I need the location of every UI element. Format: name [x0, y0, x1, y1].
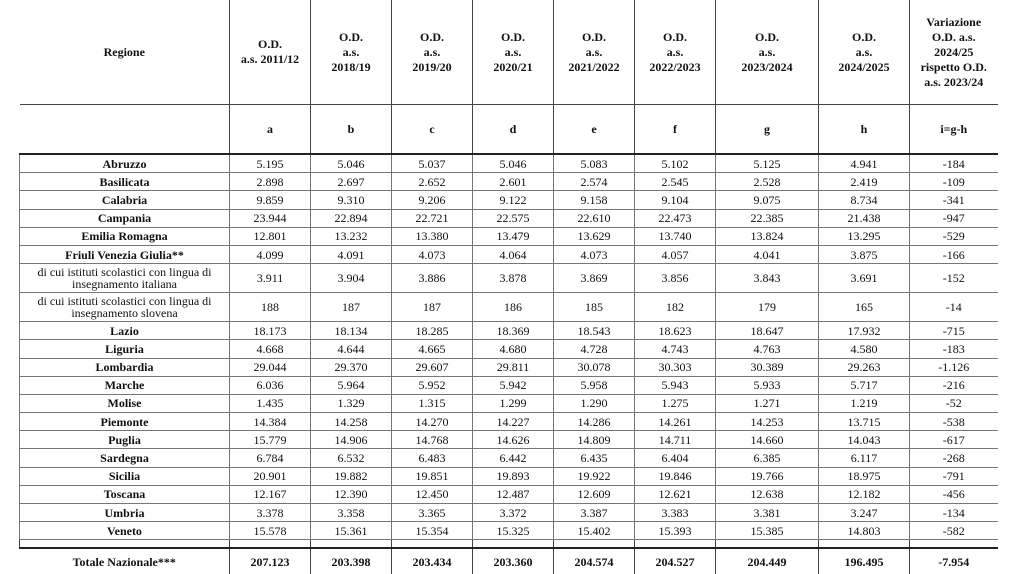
total-value: -7.954 [910, 548, 998, 574]
region-name: Piemonte [20, 413, 230, 431]
header-row [20, 0, 998, 105]
table-row [20, 209, 998, 227]
value-cell: 6.435 [554, 449, 635, 467]
value-cell: 5.046 [473, 154, 554, 173]
value-cell: 3.911 [230, 264, 311, 293]
separator-cell [910, 540, 998, 549]
value-cell: 15.578 [230, 522, 311, 540]
value-cell: 3.875 [819, 245, 910, 263]
value-cell: 13.295 [819, 227, 910, 245]
table-row [20, 358, 998, 376]
value-cell: 6.036 [230, 376, 311, 394]
letter-cell: d [473, 105, 554, 155]
value-cell: 14.227 [473, 413, 554, 431]
value-cell: 18.647 [716, 322, 819, 340]
value-cell: 4.941 [819, 154, 910, 173]
separator-cell [311, 540, 392, 549]
letters-empty [20, 105, 230, 155]
value-cell: 22.385 [716, 209, 819, 227]
value-cell: 14.043 [819, 431, 910, 449]
table-row [20, 449, 998, 467]
total-value: 203.360 [473, 548, 554, 574]
value-cell: 12.182 [819, 485, 910, 503]
table-row [20, 504, 998, 522]
value-cell: 18.173 [230, 322, 311, 340]
value-cell: 4.073 [554, 245, 635, 263]
value-cell: -791 [910, 467, 998, 485]
value-cell: 20.901 [230, 467, 311, 485]
value-cell: 3.878 [473, 264, 554, 293]
value-cell: 9.075 [716, 191, 819, 209]
value-cell: 3.869 [554, 264, 635, 293]
total-label: Totale Nazionale*** [72, 554, 176, 569]
value-cell: 5.083 [554, 154, 635, 173]
value-cell: 1.315 [392, 394, 473, 412]
value-cell: 22.894 [311, 209, 392, 227]
value-cell: 3.381 [716, 504, 819, 522]
letter-cell: b [311, 105, 392, 155]
table-row [20, 467, 998, 485]
table-row [20, 340, 998, 358]
value-cell: 19.893 [473, 467, 554, 485]
header-col: O.D. a.s. 2024/2025 [819, 0, 910, 105]
value-cell: 5.102 [635, 154, 716, 173]
region-name: Calabria [20, 191, 230, 209]
value-cell: 19.846 [635, 467, 716, 485]
header-col-variazione: Variazione O.D. a.s. 2024/25 rispetto O.D. a.s. 2023/24 [910, 0, 998, 105]
value-cell: 19.922 [554, 467, 635, 485]
value-cell: 13.380 [392, 227, 473, 245]
value-cell: 22.610 [554, 209, 635, 227]
value-cell: 3.691 [819, 264, 910, 293]
value-cell: 1.329 [311, 394, 392, 412]
region-name: Liguria [20, 340, 230, 358]
value-cell: 12.609 [554, 485, 635, 503]
value-cell: 2.898 [230, 173, 311, 191]
region-name: Friuli Venezia Giulia** [20, 245, 230, 263]
value-cell: 3.358 [311, 504, 392, 522]
value-cell: 12.450 [392, 485, 473, 503]
value-cell: 14.384 [230, 413, 311, 431]
value-cell: 29.370 [311, 358, 392, 376]
region-name: Campania [20, 209, 230, 227]
value-cell: 3.843 [716, 264, 819, 293]
header-col: O.D. a.s. 2018/19 [311, 0, 392, 105]
value-cell: 4.580 [819, 340, 910, 358]
value-cell: 13.824 [716, 227, 819, 245]
table-row [20, 154, 998, 173]
value-cell: 5.125 [716, 154, 819, 173]
total-value: 203.434 [392, 548, 473, 574]
value-cell: 13.479 [473, 227, 554, 245]
value-cell: -183 [910, 340, 998, 358]
value-cell: 18.975 [819, 467, 910, 485]
value-cell: 5.046 [311, 154, 392, 173]
header-regione: Regione [20, 0, 230, 105]
letter-cell: e [554, 105, 635, 155]
value-cell: 14.809 [554, 431, 635, 449]
table-row [20, 431, 998, 449]
total-value: 207.123 [230, 548, 311, 574]
value-cell: -582 [910, 522, 998, 540]
value-cell: 18.623 [635, 322, 716, 340]
value-cell: 29.811 [473, 358, 554, 376]
value-cell: 4.064 [473, 245, 554, 263]
value-cell: 4.668 [230, 340, 311, 358]
value-cell: 3.365 [392, 504, 473, 522]
value-cell: 12.390 [311, 485, 392, 503]
value-cell: 2.697 [311, 173, 392, 191]
letter-cell: c [392, 105, 473, 155]
header-col: O.D. a.s. 2022/2023 [635, 0, 716, 105]
value-cell: 186 [473, 293, 554, 322]
separator-cell [554, 540, 635, 549]
total-value: 204.574 [554, 548, 635, 574]
value-cell: 9.206 [392, 191, 473, 209]
region-name: di cui istituti scolastici con lingua di insegnamento slovena [20, 293, 230, 322]
value-cell: 4.041 [716, 245, 819, 263]
value-cell: 2.545 [635, 173, 716, 191]
value-cell: 14.768 [392, 431, 473, 449]
region-name: Puglia [20, 431, 230, 449]
value-cell: 17.932 [819, 322, 910, 340]
value-cell: 14.258 [311, 413, 392, 431]
total-value: 196.495 [819, 548, 910, 574]
value-cell: 18.543 [554, 322, 635, 340]
value-cell: 3.247 [819, 504, 910, 522]
value-cell: 3.383 [635, 504, 716, 522]
total-value: 204.527 [635, 548, 716, 574]
value-cell: 21.438 [819, 209, 910, 227]
value-cell: 1.271 [716, 394, 819, 412]
data-table [19, 0, 998, 574]
value-cell: 4.091 [311, 245, 392, 263]
region-name: Veneto [20, 522, 230, 540]
region-name: Lazio [20, 322, 230, 340]
value-cell: 3.372 [473, 504, 554, 522]
value-cell: 19.766 [716, 467, 819, 485]
value-cell: 3.904 [311, 264, 392, 293]
value-cell: 14.286 [554, 413, 635, 431]
value-cell: -1.126 [910, 358, 998, 376]
value-cell: 12.487 [473, 485, 554, 503]
value-cell: 2.419 [819, 173, 910, 191]
value-cell: 14.711 [635, 431, 716, 449]
value-cell: -52 [910, 394, 998, 412]
value-cell: 15.385 [716, 522, 819, 540]
value-cell: 13.740 [635, 227, 716, 245]
table-subrow [20, 264, 998, 293]
value-cell: 9.122 [473, 191, 554, 209]
value-cell: 5.958 [554, 376, 635, 394]
value-cell: 185 [554, 293, 635, 322]
value-cell: 1.219 [819, 394, 910, 412]
value-cell: 3.886 [392, 264, 473, 293]
value-cell: 12.167 [230, 485, 311, 503]
value-cell: 13.232 [311, 227, 392, 245]
total-row [20, 548, 998, 574]
table-row [20, 245, 998, 263]
value-cell: 6.442 [473, 449, 554, 467]
value-cell: 1.299 [473, 394, 554, 412]
value-cell: 14.261 [635, 413, 716, 431]
value-cell: 188 [230, 293, 311, 322]
region-name: Basilicata [20, 173, 230, 191]
table-row [20, 191, 998, 209]
value-cell: -715 [910, 322, 998, 340]
value-cell: 4.644 [311, 340, 392, 358]
separator-cell [230, 540, 311, 549]
value-cell: -184 [910, 154, 998, 173]
region-name: di cui istituti scolastici con lingua di insegnamento italiana [20, 264, 230, 293]
value-cell: 22.473 [635, 209, 716, 227]
value-cell: -109 [910, 173, 998, 191]
separator-cell [819, 540, 910, 549]
value-cell: 29.263 [819, 358, 910, 376]
region-name: Marche [20, 376, 230, 394]
value-cell: 4.073 [392, 245, 473, 263]
total-value: 204.449 [716, 548, 819, 574]
value-cell: 15.361 [311, 522, 392, 540]
value-cell: 9.104 [635, 191, 716, 209]
region-name: Emilia Romagna [20, 227, 230, 245]
table-body [20, 154, 998, 540]
value-cell: 5.952 [392, 376, 473, 394]
value-cell: 9.859 [230, 191, 311, 209]
value-cell: 6.532 [311, 449, 392, 467]
value-cell: 3.378 [230, 504, 311, 522]
value-cell: 4.099 [230, 245, 311, 263]
value-cell: 6.784 [230, 449, 311, 467]
value-cell: 19.851 [392, 467, 473, 485]
table-row [20, 173, 998, 191]
value-cell: 8.734 [819, 191, 910, 209]
region-name: Umbria [20, 504, 230, 522]
separator-cell [716, 540, 819, 549]
value-cell: 14.660 [716, 431, 819, 449]
region-name: Toscana [20, 485, 230, 503]
value-cell: 22.575 [473, 209, 554, 227]
value-cell: 2.652 [392, 173, 473, 191]
value-cell: 4.763 [716, 340, 819, 358]
value-cell: 9.158 [554, 191, 635, 209]
table-row [20, 322, 998, 340]
value-cell: 2.574 [554, 173, 635, 191]
value-cell: 2.601 [473, 173, 554, 191]
value-cell: -456 [910, 485, 998, 503]
value-cell: 179 [716, 293, 819, 322]
value-cell: 12.638 [716, 485, 819, 503]
value-cell: 187 [311, 293, 392, 322]
value-cell: 1.275 [635, 394, 716, 412]
value-cell: 29.044 [230, 358, 311, 376]
value-cell: 5.195 [230, 154, 311, 173]
value-cell: 1.290 [554, 394, 635, 412]
letter-cell: i=g-h [910, 105, 998, 155]
value-cell: 15.325 [473, 522, 554, 540]
value-cell: 18.285 [392, 322, 473, 340]
value-cell: 182 [635, 293, 716, 322]
value-cell: 13.715 [819, 413, 910, 431]
value-cell: 6.404 [635, 449, 716, 467]
region-name: Molise [20, 394, 230, 412]
value-cell: 22.721 [392, 209, 473, 227]
value-cell: 12.801 [230, 227, 311, 245]
value-cell: 15.402 [554, 522, 635, 540]
table-row [20, 227, 998, 245]
value-cell: 14.626 [473, 431, 554, 449]
header-col: O.D. a.s. 2011/12 [230, 0, 311, 105]
letter-cell: h [819, 105, 910, 155]
value-cell: 15.393 [635, 522, 716, 540]
value-cell: 14.803 [819, 522, 910, 540]
value-cell: 165 [819, 293, 910, 322]
value-cell: 18.369 [473, 322, 554, 340]
header-col: O.D. a.s. 2019/20 [392, 0, 473, 105]
value-cell: -166 [910, 245, 998, 263]
value-cell: 9.310 [311, 191, 392, 209]
table-row [20, 522, 998, 540]
value-cell: 23.944 [230, 209, 311, 227]
value-cell: 6.385 [716, 449, 819, 467]
table-row [20, 394, 998, 412]
value-cell: 14.253 [716, 413, 819, 431]
value-cell: -341 [910, 191, 998, 209]
value-cell: -617 [910, 431, 998, 449]
value-cell: 5.037 [392, 154, 473, 173]
value-cell: 4.680 [473, 340, 554, 358]
letter-cell: g [716, 105, 819, 155]
value-cell: 15.354 [392, 522, 473, 540]
value-cell: 3.856 [635, 264, 716, 293]
value-cell: 14.270 [392, 413, 473, 431]
value-cell: 187 [392, 293, 473, 322]
value-cell: 4.057 [635, 245, 716, 263]
value-cell: 1.435 [230, 394, 311, 412]
value-cell: 19.882 [311, 467, 392, 485]
value-cell: 4.665 [392, 340, 473, 358]
header-col: O.D. a.s. 2021/2022 [554, 0, 635, 105]
region-name: Abruzzo [20, 154, 230, 173]
value-cell: 29.607 [392, 358, 473, 376]
value-cell: 12.621 [635, 485, 716, 503]
table-row [20, 376, 998, 394]
value-cell: 6.117 [819, 449, 910, 467]
value-cell: -216 [910, 376, 998, 394]
value-cell: 30.303 [635, 358, 716, 376]
value-cell: -529 [910, 227, 998, 245]
letter-cell: a [230, 105, 311, 155]
separator-cell [20, 540, 230, 549]
value-cell: 14.906 [311, 431, 392, 449]
value-cell: 4.743 [635, 340, 716, 358]
separator-cell [635, 540, 716, 549]
total-value: 203.398 [311, 548, 392, 574]
table-row [20, 413, 998, 431]
value-cell: -268 [910, 449, 998, 467]
value-cell: 5.942 [473, 376, 554, 394]
separator-cell [473, 540, 554, 549]
value-cell: 5.717 [819, 376, 910, 394]
table-row [20, 485, 998, 503]
value-cell: 2.528 [716, 173, 819, 191]
value-cell: 5.964 [311, 376, 392, 394]
value-cell: 4.728 [554, 340, 635, 358]
value-cell: -152 [910, 264, 998, 293]
value-cell: 5.943 [635, 376, 716, 394]
region-name: Lombardia [20, 358, 230, 376]
separator-cell [392, 540, 473, 549]
value-cell: 30.078 [554, 358, 635, 376]
region-name: Sardegna [20, 449, 230, 467]
letter-cell: f [635, 105, 716, 155]
value-cell: -538 [910, 413, 998, 431]
header-col: O.D. a.s. 2020/21 [473, 0, 554, 105]
separator-row [20, 540, 998, 549]
letters-row [20, 105, 998, 155]
value-cell: 5.933 [716, 376, 819, 394]
value-cell: -947 [910, 209, 998, 227]
value-cell: 18.134 [311, 322, 392, 340]
value-cell: 15.779 [230, 431, 311, 449]
value-cell: 3.387 [554, 504, 635, 522]
value-cell: -14 [910, 293, 998, 322]
value-cell: -134 [910, 504, 998, 522]
region-name: Sicilia [20, 467, 230, 485]
value-cell: 13.629 [554, 227, 635, 245]
header-col: O.D. a.s. 2023/2024 [716, 0, 819, 105]
value-cell: 6.483 [392, 449, 473, 467]
value-cell: 30.389 [716, 358, 819, 376]
table-subrow [20, 293, 998, 322]
